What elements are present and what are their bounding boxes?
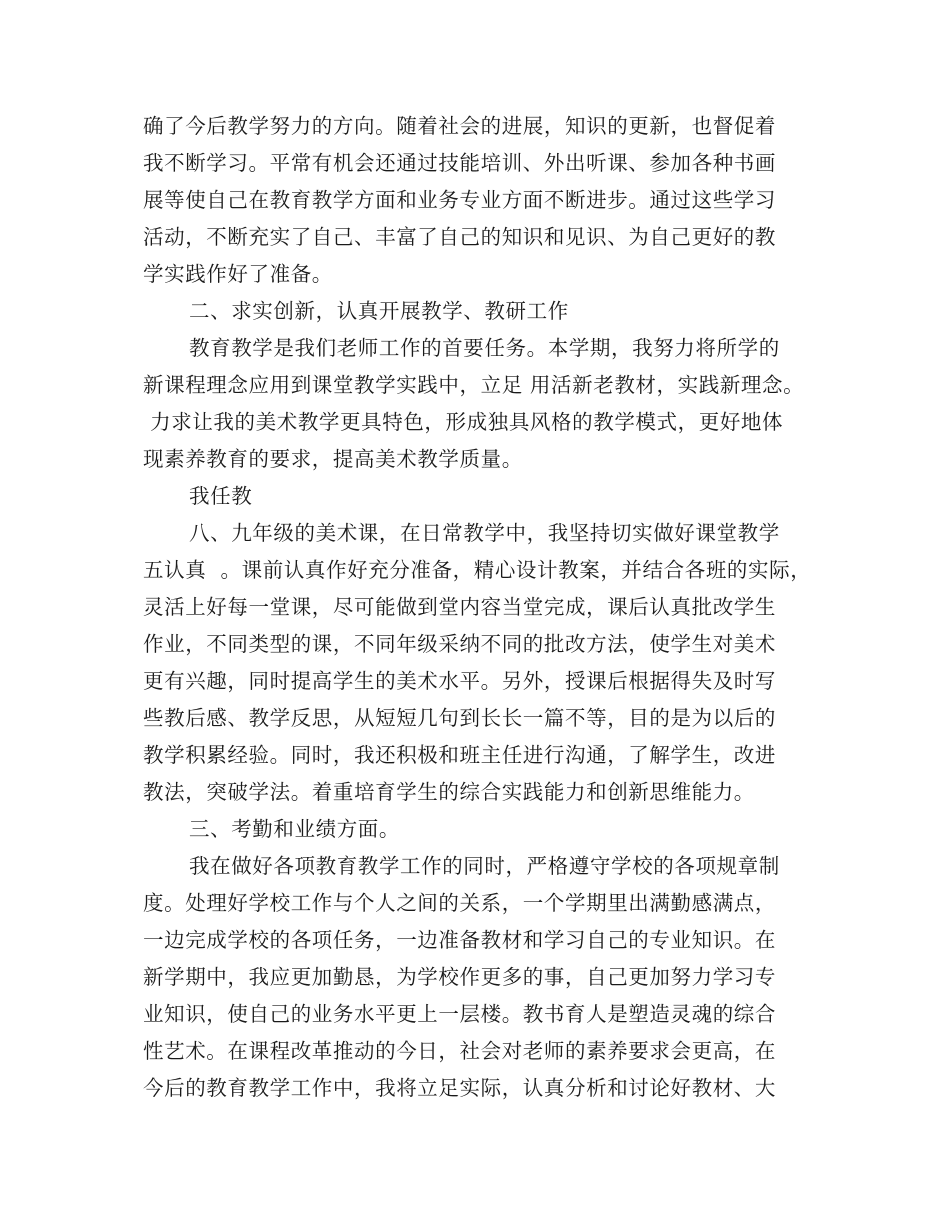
text-line: 作业，不同类型的课，不同年级采纳不同的批改方法，使学生对美术 <box>143 632 776 656</box>
text-line: 些教后感、教学反思，从短短几句到长长一篇不等，目的是为以后的 <box>143 706 776 730</box>
text-line: 性艺术。在课程改革推动的今日，社会对老师的素养要求会更高，在 <box>143 1039 776 1063</box>
section-heading: 二、求实创新，认真开展教学、教研工作 <box>189 299 569 323</box>
text-line: 教学积累经验。同时，我还积极和班主任进行沟通，了解学生，改进 <box>143 743 776 767</box>
text-line: 我在做好各项教育教学工作的同时，严格遵守学校的各项规章制 <box>189 854 780 878</box>
text-line: 度。处理好学校工作与个人之间的关系，一个学期里出满勤感满点， <box>143 891 776 915</box>
text-line: 新课程理念应用到课堂教学实践中，立足 用活新老教材，实践新理念。 <box>143 373 805 397</box>
text-line: 现素养教育的要求，提高美术教学质量。 <box>143 447 523 471</box>
text-line: 五认真 。课前认真作好充分准备，精心设计教案，并结合各班的实际， <box>143 558 812 582</box>
text-line: 力求让我的美术教学更具特色，形成独具风格的教学模式，更好地体 <box>143 410 784 434</box>
section-heading: 三、考勤和业绩方面。 <box>189 817 400 841</box>
text-line: 教育教学是我们老师工作的首要任务。本学期，我努力将所学的 <box>189 336 780 360</box>
text-line: 一边完成学校的各项任务，一边准备教材和学习自己的专业知识。在 <box>143 928 776 952</box>
text-line: 展等使自己在教育教学方面和业务专业方面不断进步。通过这些学习 <box>143 188 776 212</box>
text-line: 我不断学习。平常有机会还通过技能培训、外出听课、参加各种书画 <box>143 151 776 175</box>
text-line: 学实践作好了准备。 <box>143 262 333 286</box>
text-line: 确了今后教学努力的方向。随着社会的进展，知识的更新，也督促着 <box>143 114 776 138</box>
text-line: 今后的教育教学工作中，我将立足实际，认真分析和讨论好教材、大 <box>143 1076 776 1100</box>
text-line: 八、九年级的美术课，在日常教学中，我坚持切实做好课堂教学 <box>189 521 780 545</box>
text-line: 业知识，使自己的业务水平更上一层楼。教书育人是塑造灵魂的综合 <box>143 1002 776 1026</box>
text-line: 活动，不断充实了自己、丰富了自己的知识和见识、为自己更好的教 <box>143 225 776 249</box>
text-line: 灵活上好每一堂课，尽可能做到堂内容当堂完成，课后认真批改学生 <box>143 595 776 619</box>
text-line: 新学期中，我应更加勤恳，为学校作更多的事，自己更加努力学习专 <box>143 965 776 989</box>
text-line: 我任教 <box>189 484 253 508</box>
text-line: 教法，突破学法。着重培育学生的综合实践能力和创新思维能力。 <box>143 780 755 804</box>
text-line: 更有兴趣，同时提高学生的美术水平。另外，授课后根据得失及时写 <box>143 669 776 693</box>
